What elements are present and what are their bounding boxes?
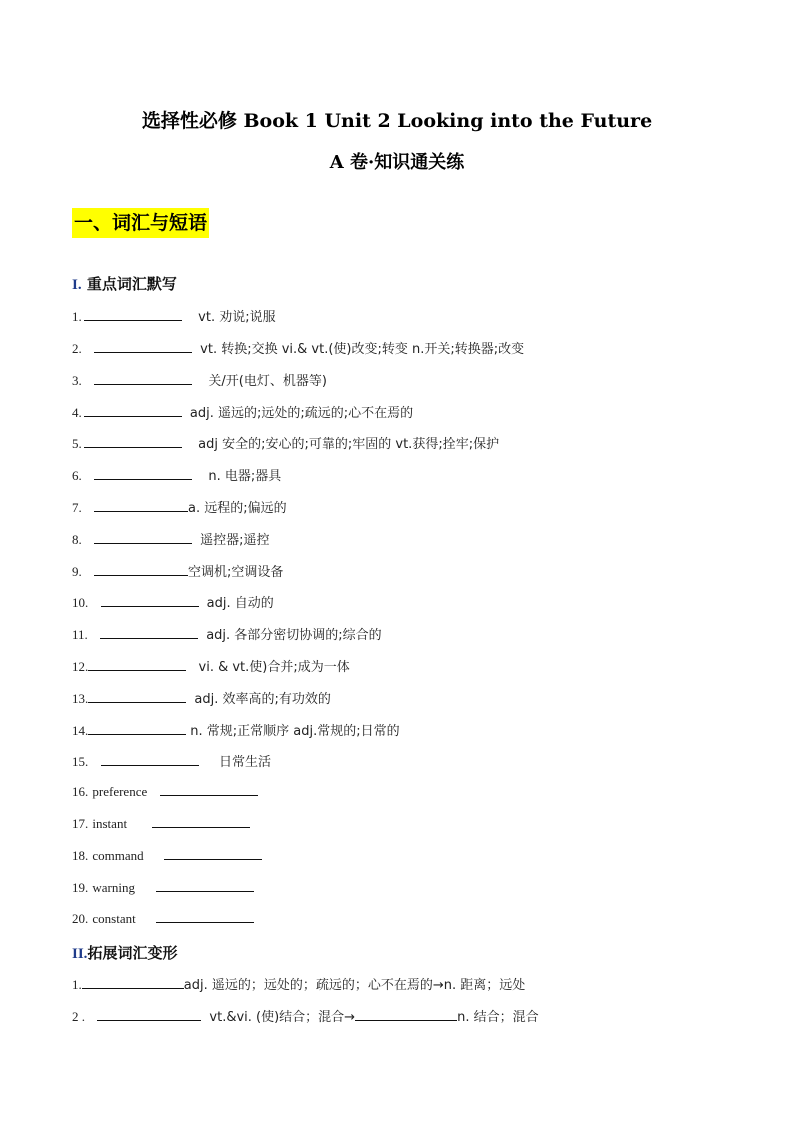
section-heading-vocabulary: 一、词汇与短语 [72,208,209,238]
item-text: vi. & vt.使)合并;成为一体 [198,660,350,675]
answer-blank[interactable] [156,879,254,892]
answer-blank[interactable] [160,783,258,796]
item-text: 日常生活 [219,755,272,770]
list-item [72,751,271,770]
answer-blank[interactable] [88,690,186,703]
item-number: 17. [72,816,89,831]
item-text-b: n. 结合；混合 [457,1010,539,1025]
list-item [72,815,254,832]
answer-blank[interactable] [94,372,192,385]
answer-blank[interactable] [94,340,192,353]
list-item [72,370,327,389]
part1-heading-text: 重点词汇默写 [86,275,177,293]
answer-blank[interactable] [84,404,182,417]
item-text: vt.&vi. (使)结合；混合→ [209,1010,356,1025]
part2-roman: II. [72,946,88,962]
part1-heading [72,273,177,294]
item-number: 19. [72,880,89,895]
item-text: n. 常规;正常顺序 adj.常规的;日常的 [190,724,400,739]
item-number: 13. [72,691,89,706]
list-item [72,910,258,927]
answer-blank[interactable] [355,1008,457,1021]
item-number: 8. [72,532,82,547]
item-number: 7. [72,500,82,515]
list-item [72,974,525,993]
list-item [72,592,274,611]
list-item [72,433,499,452]
answer-blank[interactable] [101,753,199,766]
list-item [72,847,266,864]
answer-blank[interactable] [94,499,188,512]
item-text: adj. 各部分密切协调的;综合的 [206,628,382,643]
item-text: 遥控器;遥控 [200,533,270,548]
item-text: vt. 劝说;说服 [198,310,276,325]
answer-blank[interactable] [152,815,250,828]
item-number: 1. [72,977,82,992]
answer-blank[interactable] [94,563,188,576]
answer-blank[interactable] [101,594,199,607]
answer-blank[interactable] [97,1008,201,1021]
answer-blank[interactable] [100,626,198,639]
answer-blank[interactable] [84,308,182,321]
part1-roman: I. [72,277,82,293]
item-word: instant [92,816,128,831]
item-text: n. 电器;器具 [208,469,282,484]
answer-blank[interactable] [84,435,182,448]
item-number: 4. [72,405,82,420]
item-text: adj. 自动的 [206,596,274,611]
document-subtitle: A 卷·知识通关练 [329,152,465,173]
item-number: 18. [72,848,89,863]
item-number: 9. [72,564,82,579]
answer-blank[interactable] [94,531,192,544]
item-number: 1. [72,309,82,324]
item-word: command [92,848,144,863]
list-item [72,656,350,675]
item-text: a. 远程的;偏远的 [188,501,287,516]
list-item [72,783,262,800]
answer-blank[interactable] [88,658,186,671]
list-item [72,529,270,548]
answer-blank[interactable] [88,722,186,735]
item-number: 10. [72,595,89,610]
item-text: 空调机;空调设备 [188,565,284,580]
item-text: adj. 效率高的;有功效的 [194,692,331,707]
item-number: 6. [72,468,82,483]
item-word: preference [92,784,148,799]
list-item [72,497,287,516]
list-item [72,306,276,325]
answer-blank[interactable] [94,467,192,480]
list-item [72,1006,539,1025]
list-item [72,624,382,643]
item-number: 3. [72,373,82,388]
item-text: adj. 遥远的;远处的;疏远的;心不在焉的 [189,406,414,421]
item-number: 15. [72,754,89,769]
list-item [72,561,283,580]
item-word: warning [92,880,135,895]
item-word: constant [92,911,136,926]
item-number: 12. [72,659,89,674]
list-item [72,402,413,421]
item-number: 2 . [72,1009,85,1024]
item-text: adj. 遥远的；远处的；疏远的；心不在焉的→n. 距离；远处 [183,978,526,993]
list-item [72,338,524,357]
item-text: adj 安全的;安心的;可靠的;牢固的 vt.获得;拴牢;保护 [198,437,500,452]
item-number: 16. [72,784,89,799]
document-title: 选择性必修 Book 1 Unit 2 Looking into the Future [141,110,653,132]
part2-heading [72,942,177,963]
item-number: 14. [72,723,89,738]
list-item [72,720,400,739]
list-item [72,879,258,896]
answer-blank[interactable] [82,976,184,989]
list-item [72,465,281,484]
item-number: 5. [72,436,82,451]
item-number: 20. [72,911,89,926]
answer-blank[interactable] [156,910,254,923]
item-text: 关/开(电灯、机器等) [208,374,327,389]
item-number: 2. [72,341,82,356]
item-number: 11. [72,627,88,642]
list-item [72,688,331,707]
part2-heading-text: 拓展词汇变形 [87,944,178,962]
answer-blank[interactable] [164,847,262,860]
item-text: vt. 转换;交换 vi.& vt.(使)改变;转变 n.开关;转换器;改变 [200,342,525,357]
